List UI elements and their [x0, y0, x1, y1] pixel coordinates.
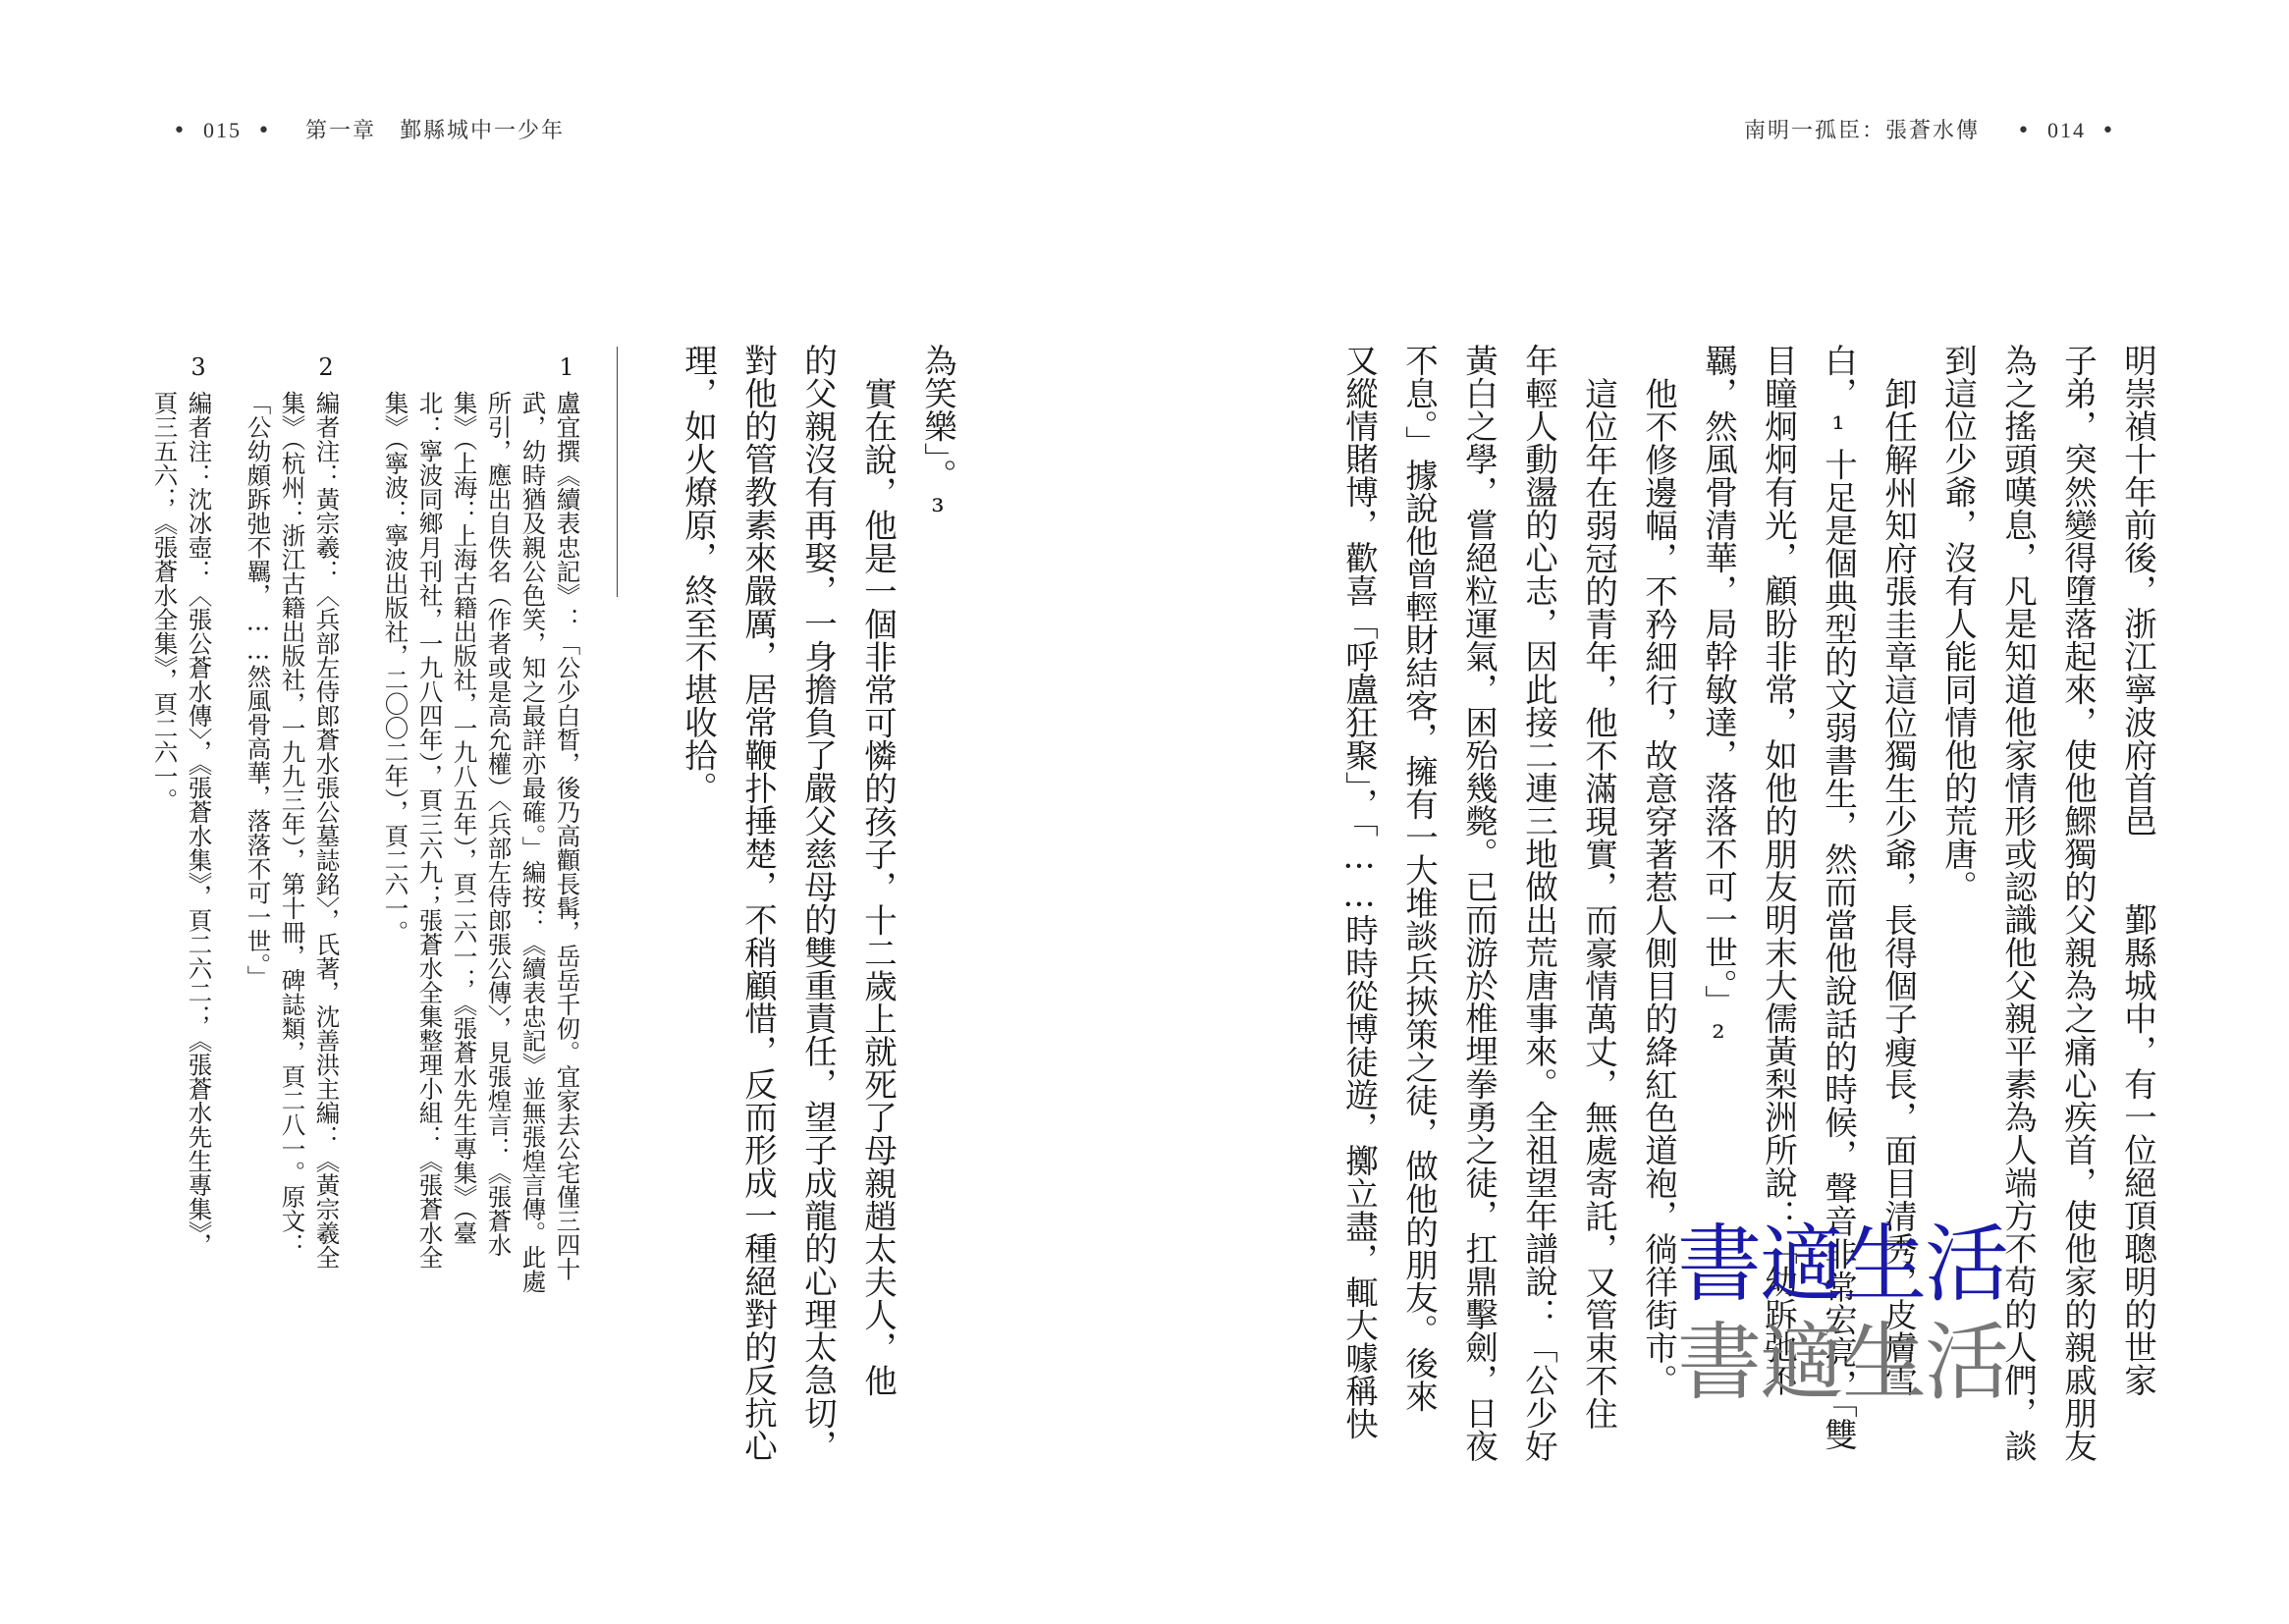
- body-column: 明崇禎十年前後，浙江寧波府首邑 鄞縣城中，有一位絕頂聰明的世家: [2118, 344, 2157, 1396]
- watermark-gray: 書適生活: [1677, 1314, 2007, 1412]
- body-column: 目瞳炯炯有光，顧盼非常，如他的朋友明末大儒黃梨洲所說：「幼跅弛不: [1759, 344, 1798, 1396]
- body-column: 白，¹十足是個典型的文弱書生，然而當他說話的時候，聲音非常宏亮，「雙: [1819, 344, 1858, 1451]
- footnote-line: 集》（寧波：寧波出版社，二〇〇二年），頁二六一。: [381, 391, 410, 945]
- body-column: 為笑樂」。³: [918, 344, 957, 530]
- body-column: 羈，然風骨清華，局幹敏達，落落不可一世。」²: [1699, 344, 1738, 1056]
- body-column: 不息。」據說他曾輕財結客，擁有一大堆談兵挾策之徒，做他的朋友。後來: [1399, 344, 1439, 1413]
- header-left: [157, 114, 565, 144]
- footnote-line: 北：寧波同鄉月刊社，一九八四年），頁三六九；張蒼水全集整理小組：《張蒼水全: [415, 391, 445, 1270]
- footnote-number: 2: [312, 353, 340, 381]
- chapter-title: 第一章 鄞縣城中一少年: [304, 119, 565, 143]
- footnote-line: 盧宜撰《續表忠記》：「公少白晳，後乃高顴長髯，岳岳千仞。宜家去公宅僅三四十: [553, 391, 582, 1281]
- page-number-left: 015: [202, 118, 242, 142]
- body-column: 又縱情賭博，歡喜「呼盧狂聚」，「……時時從博徒遊，擲立盡，輒大噱稱快: [1339, 344, 1379, 1440]
- watermark-blue: 書適生活: [1677, 1216, 2007, 1314]
- body-column: 對他的管教素來嚴厲，居常鞭扑捶楚，不稍顧惜，反而形成一種絕對的反抗心: [738, 344, 778, 1462]
- book-title: 南明一孤臣：張蒼水傳: [1744, 119, 1981, 143]
- footnote-quote: 「公幼頗跅弛不羈，……然風骨高華，落落不可一世。」: [244, 391, 273, 990]
- header-right: [1744, 114, 2132, 144]
- footnote-line: 所引，應出自佚名（作者或是高允權）〈兵部左侍郎張公傳〉，見張煌言：《張蒼水: [484, 391, 514, 1257]
- footnote-line: 武，幼時猶及親公色笑，知之最詳亦最確。」編按：《續表忠記》並無張煌言傳。此處: [518, 391, 548, 1293]
- footnote-line: 頁三五六；《張蒼水全集》，頁二六一。: [150, 391, 180, 812]
- body-column: 年輕人動盪的心志，因此接二連三地做出荒唐事來。全祖望年譜說：「公少好: [1519, 344, 1558, 1462]
- body-column: 這位年在弱冠的青年，他不滿現實，而豪情萬丈，無處寄託，又管束不住: [1579, 376, 1618, 1430]
- footnote-line: 編者注：沈冰壺：〈張公蒼水傳〉，《張蒼水集》，頁二六二；《張蒼水先生專集》，: [185, 391, 214, 1257]
- bullet-icon: •: [2101, 119, 2116, 143]
- body-column: 到這位少爺，沒有人能同情他的荒唐。: [1938, 344, 1978, 903]
- footnote-number: 3: [185, 353, 212, 381]
- page-number-right: 014: [2047, 118, 2087, 142]
- body-column: 子弟，突然變得墮落起來，使他鰥獨的父親為之痛心疾首，使他家的親戚朋友: [2058, 344, 2098, 1462]
- bullet-icon: •: [173, 119, 188, 143]
- body-column: 的父親沒有再娶，一身擔負了嚴父慈母的雙重責任，望子成龍的心理太急切，: [798, 344, 838, 1462]
- body-column: 理，如火燎原，終至不堪收拾。: [679, 344, 718, 804]
- footnote-line: 集》（杭州：浙江古籍出版社，一九九三年），第十冊，碑誌類，頁二八一。原文：: [278, 391, 307, 1257]
- body-column: 為之搖頭嘆息，凡是知道他家情形或認識他父親平素為人端方不苟的人們，談: [1998, 344, 2038, 1462]
- body-column: 黃白之學，嘗絕粒運氣，困殆幾斃。已而游於椎埋拳勇之徒，扛鼎擊劍，日夜: [1459, 344, 1499, 1462]
- footnote-divider: [617, 347, 618, 597]
- body-column: 他不修邊幅，不矜細行，故意穿著惹人側目的絳紅色道袍，徜徉街市。: [1639, 376, 1678, 1396]
- body-column: 實在說，他是一個非常可憐的孩子，十二歲上就死了母親趙太夫人，他: [858, 376, 898, 1396]
- footnote-number: 1: [553, 353, 580, 381]
- footnote-line: 編者注：黃宗羲：〈兵部左侍郎蒼水張公墓誌銘〉，氏著，沈善洪主編：《黃宗羲全: [312, 391, 342, 1270]
- bullet-icon: •: [2017, 119, 2033, 143]
- footnote-line: 集》（上海：上海古籍出版社，一九八五年），頁二六一；《張蒼水先生專集》（臺: [450, 391, 479, 1245]
- bullet-icon: •: [256, 119, 272, 143]
- body-column: 卸任解州知府張圭章這位獨生少爺，長得個子瘦長，面目清秀，皮膚雪: [1879, 376, 1918, 1396]
